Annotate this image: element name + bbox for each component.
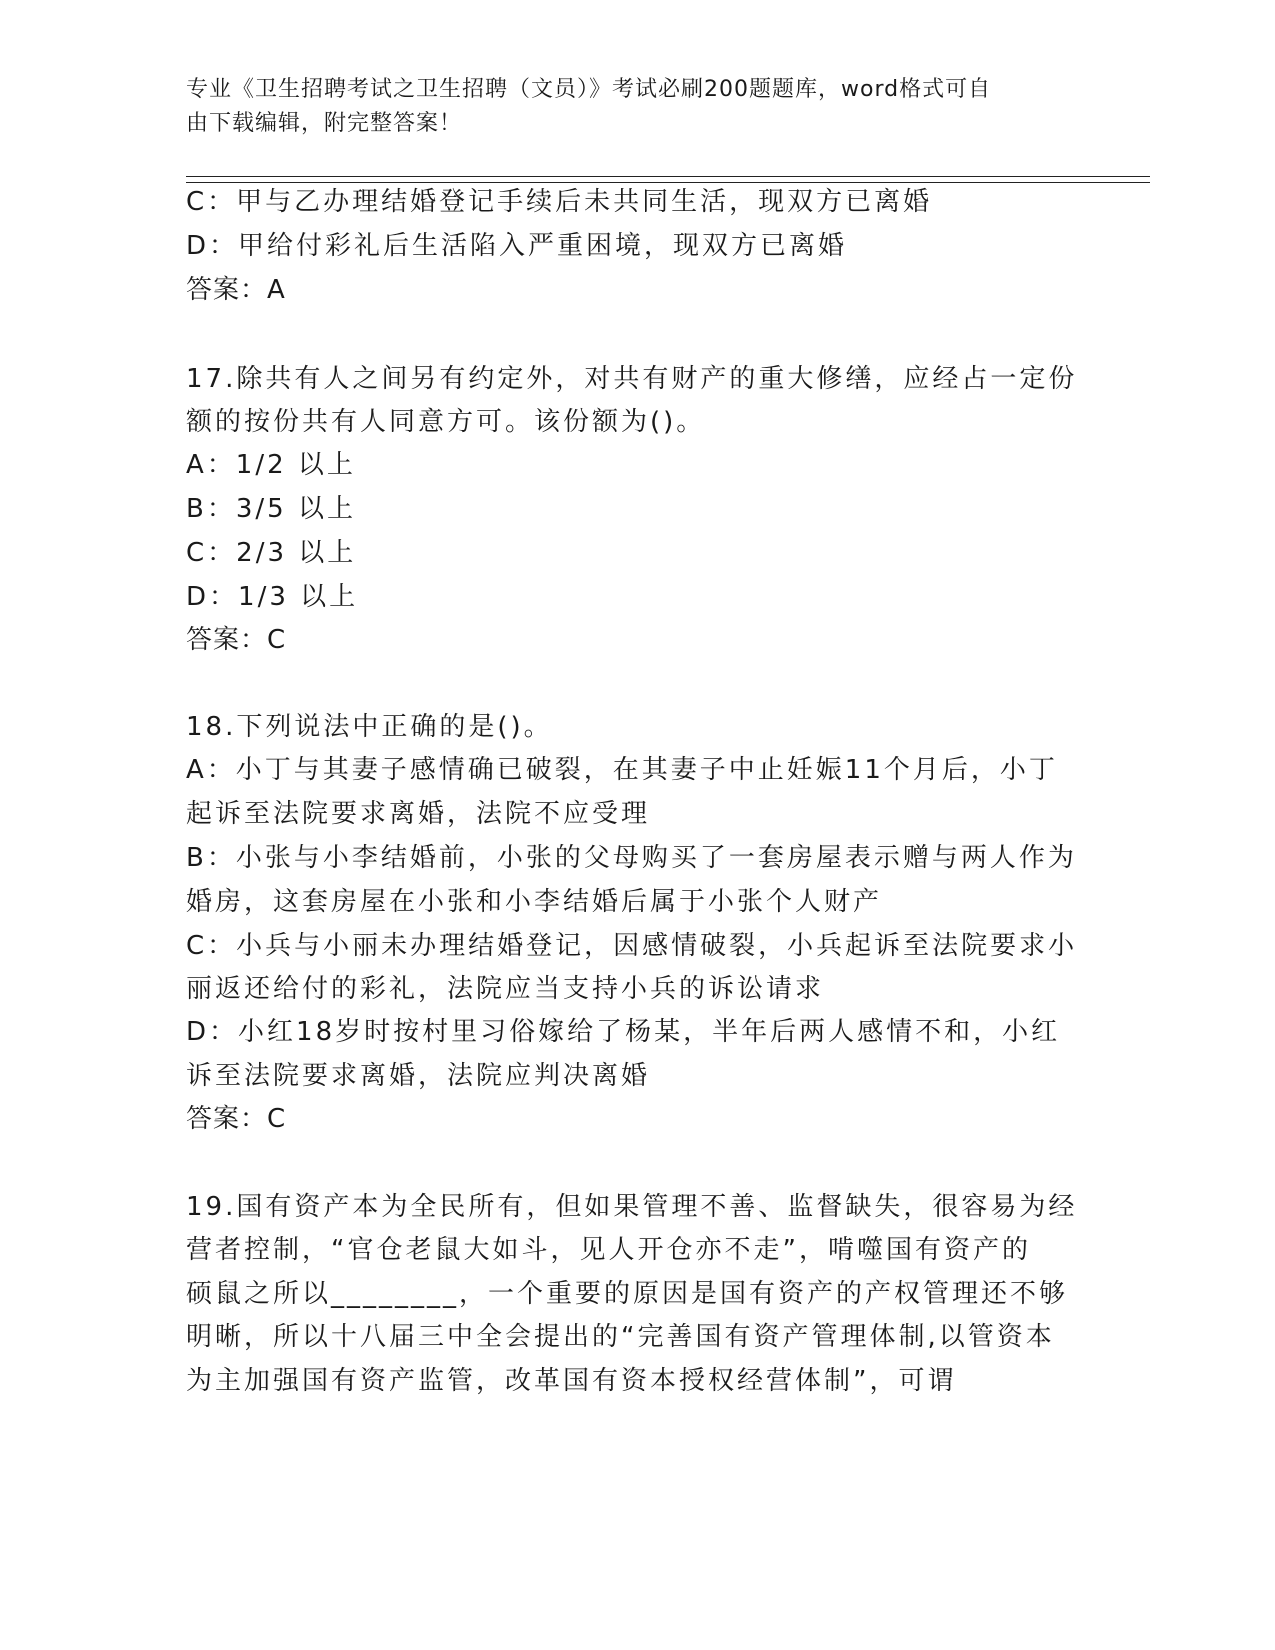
q18-option-d-line-1: D：小红18岁时按村里习俗嫁给了杨某，半年后两人感情不和，小红 bbox=[186, 1017, 1061, 1047]
q17-option-c: C：2/3 以上 bbox=[186, 538, 357, 568]
q18-option-d-line-2: 诉至法院要求离婚，法院应判决离婚 bbox=[186, 1061, 651, 1091]
q16-answer: 答案：A bbox=[186, 275, 286, 305]
q17-option-d: D：1/3 以上 bbox=[186, 582, 359, 612]
q19-stem-line-2: 营者控制，“官仓老鼠大如斗，见人开仓亦不走”，啃噬国有资产的 bbox=[186, 1235, 1031, 1265]
q19-stem-line-3: 硕鼠之所以________，一个重要的原因是国有资产的产权管理还不够 bbox=[186, 1279, 1069, 1309]
q18-option-c-line-2: 丽返还给付的彩礼，法院应当支持小兵的诉讼请求 bbox=[186, 974, 825, 1004]
q18-answer: 答案：C bbox=[186, 1104, 287, 1134]
q18-stem: 18.下列说法中正确的是()。 bbox=[186, 712, 553, 742]
q18-option-c-line-1: C：小兵与小丽未办理结婚登记，因感情破裂，小兵起诉至法院要求小 bbox=[186, 931, 1078, 961]
q19-stem-line-4: 明晰，所以十八届三中全会提出的“完善国有资产管理体制,以管资本 bbox=[186, 1322, 1055, 1352]
header-divider-bottom bbox=[186, 182, 1150, 183]
q18-option-a-line-2: 起诉至法院要求离婚，法院不应受理 bbox=[186, 799, 651, 829]
q17-option-a: A：1/2 以上 bbox=[186, 450, 356, 480]
q18-option-a-line-1: A：小丁与其妻子感情确已破裂，在其妻子中止妊娠11个月后，小丁 bbox=[186, 755, 1058, 785]
q16-option-d: D：甲给付彩礼后生活陷入严重困境，现双方已离婚 bbox=[186, 231, 848, 261]
q17-stem-line-1: 17.除共有人之间另有约定外，对共有财产的重大修缮，应经占一定份 bbox=[186, 364, 1078, 394]
q17-stem-line-2: 额的按份共有人同意方可。该份额为()。 bbox=[186, 407, 706, 437]
q18-option-b-line-2: 婚房，这套房屋在小张和小李结婚后属于小张个人财产 bbox=[186, 887, 883, 917]
q17-option-b: B：3/5 以上 bbox=[186, 494, 356, 524]
header-title-line-1: 专业《卫生招聘考试之卫生招聘（文员）》考试必刷200题题库，word格式可自 bbox=[186, 77, 992, 102]
header-divider-top bbox=[186, 176, 1150, 177]
q19-stem-line-5: 为主加强国有资产监管，改革国有资本授权经营体制”，可谓 bbox=[186, 1366, 957, 1396]
q18-option-b-line-1: B：小张与小李结婚前，小张的父母购买了一套房屋表示赠与两人作为 bbox=[186, 843, 1077, 873]
q16-option-c: C：甲与乙办理结婚登记手续后未共同生活，现双方已离婚 bbox=[186, 187, 933, 217]
q17-answer: 答案：C bbox=[186, 625, 287, 655]
q19-stem-line-1: 19.国有资产本为全民所有，但如果管理不善、监督缺失，很容易为经 bbox=[186, 1192, 1078, 1222]
header-title-line-2: 由下载编辑，附完整答案！ bbox=[186, 111, 463, 136]
